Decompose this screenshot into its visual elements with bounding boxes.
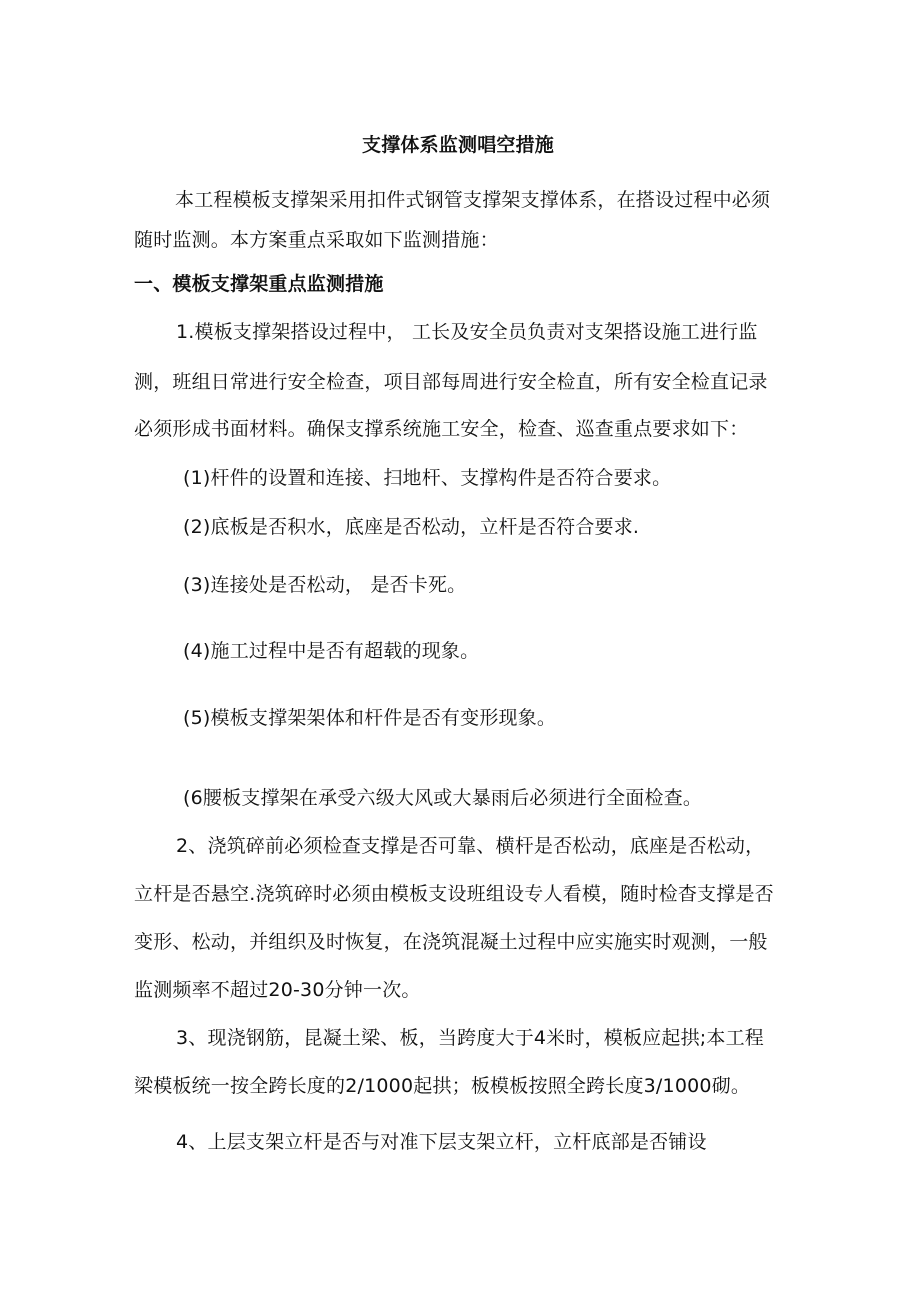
item3-line-2: 梁模板统一按全跨长度的2/1000起拱；板模板按照全跨长度3/1000砌。 [134, 1075, 751, 1097]
section-heading: 一、模板支撑架重点监测措施 [134, 273, 384, 295]
subitem-4: (4)施工过程中是否有超载的现象。 [183, 640, 480, 662]
subitem-1: (1)杆件的设置和连接、扫地杆、支撑构件是否符合要求。 [183, 467, 672, 489]
item2-line-1: 2、浇筑碎前必须检查支撑是否可靠、横杆是否松动，底座是否松动， [176, 835, 765, 857]
subitem-6: (6腰板支撑架在承受六级大风或大暴雨后必须进行全面检查。 [183, 787, 703, 809]
subitem-5: (5)模板支撑架架体和杆件是否有变形现象。 [183, 707, 557, 729]
item1-line-1: 1.模板支撑架搭设过程中， 工长及安全员负责对支架搭设施工进行监 [176, 321, 758, 343]
item3-line-1: 3、现浇钢筋，昆凝土梁、板，当跨度大于4米时，模板应起拱;本工程 [176, 1027, 764, 1049]
intro-line-2: 随时监测。本方案重点采取如下监测措施： [134, 229, 499, 251]
item2-line-3: 变形、松动，并组织及时恢复，在浇筑混凝土过程中应实施实时观测，一般 [134, 931, 768, 953]
document-title: 支撑体系监测唱空措施 [362, 134, 555, 156]
item2-line-2: 立杆是否悬空.浇筑碎时必须由模板支设班组设专人看模，随时检杳支撑是否 [134, 883, 774, 905]
item2-line-4: 监测频率不超过20-30分钟一次。 [134, 979, 421, 1001]
item4-line-1: 4、上层支架立杆是否与对准下层支架立杆，立杆底部是否铺设 [176, 1131, 707, 1153]
intro-line-1: 本工程模板支撑架采用扣件式钢管支撑架支撑体系，在搭设过程中必须 [175, 189, 771, 211]
subitem-3: (3)连接处是否松动， 是否卡死。 [183, 574, 467, 596]
subitem-2: (2)底板是否积水，底座是否松动，立杆是否符合要求. [183, 516, 640, 538]
item1-line-3: 必须形成书面材料。确保支撑系统施工安全，检查、巡查重点要求如下： [134, 418, 749, 440]
item1-line-2: 测，班组日常进行安全检查，项目部每周进行安全检直，所有安全检直记录 [134, 371, 768, 393]
